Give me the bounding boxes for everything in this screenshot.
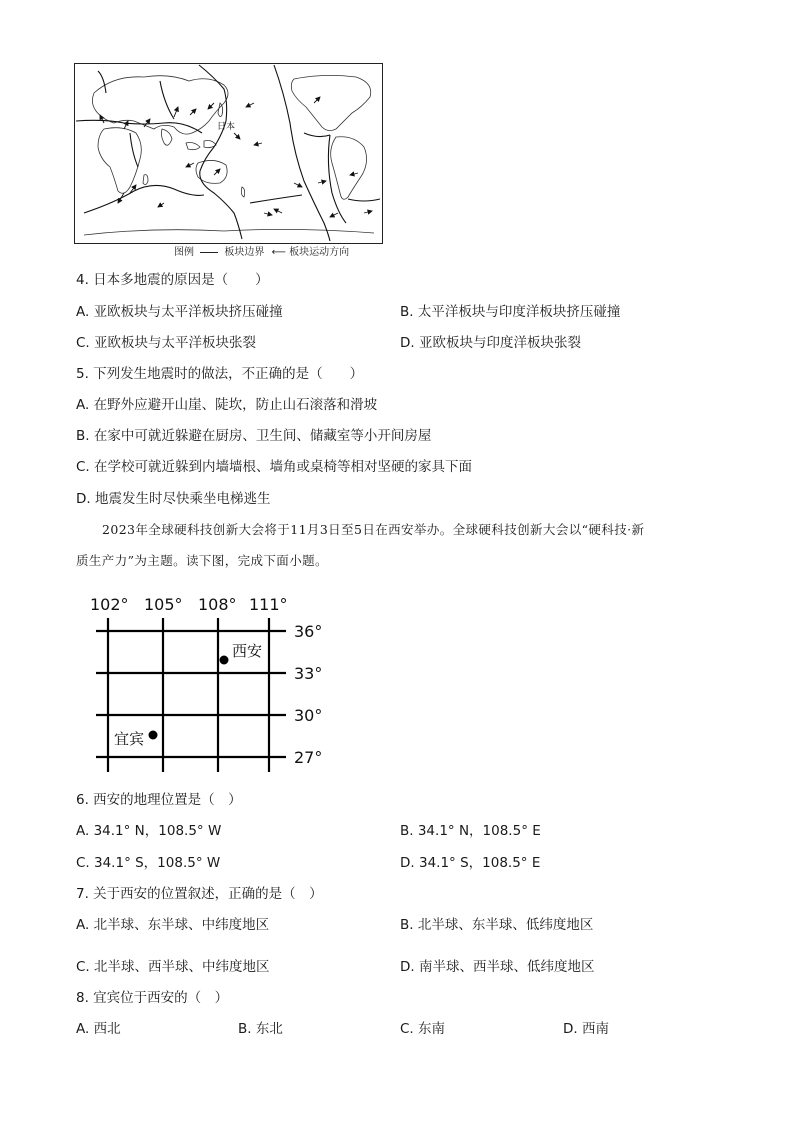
q7-option-c[interactable]: C. 北半球、西半球、中纬度地区 xyxy=(76,959,270,975)
q7-option-d[interactable]: D. 南半球、西半球、低纬度地区 xyxy=(400,959,595,975)
q6-option-a[interactable]: A. 34.1° N，108.5° W xyxy=(76,823,222,839)
q5-option-c[interactable]: C. 在学校可就近躲到内墙墙根、墙角或桌椅等相对坚硬的家具下面 xyxy=(76,459,473,475)
q4-option-c[interactable]: C. 亚欧板块与太平洋板块张裂 xyxy=(76,335,257,351)
latitude-label-30: 30° xyxy=(294,706,323,725)
q8-option-d[interactable]: D. 西南 xyxy=(563,1021,609,1037)
q7-stem: 7. 关于西安的位置叙述，正确的是（ ） xyxy=(76,886,323,902)
q5-option-d[interactable]: D. 地震发生时尽快乘坐电梯逃生 xyxy=(76,491,271,507)
yibin-dot xyxy=(149,731,158,740)
q5-option-a[interactable]: A. 在野外应避开山崖、陡坎，防止山石滚落和滑坡 xyxy=(76,397,378,413)
q6-option-d[interactable]: D. 34.1° S，108.5° E xyxy=(400,855,541,871)
latitude-label-27: 27° xyxy=(294,748,323,767)
latlong-grid xyxy=(86,590,336,775)
xian-label: 西安 xyxy=(232,642,263,660)
q8-option-a[interactable]: A. 西北 xyxy=(76,1021,121,1037)
yibin-label: 宜宾 xyxy=(114,730,145,748)
plate-map xyxy=(74,63,384,245)
q5-option-b[interactable]: B. 在家中可就近躲避在厨房、卫生间、储藏室等小开间房屋 xyxy=(76,428,432,444)
q4-stem: 4. 日本多地震的原因是（ ） xyxy=(76,272,269,288)
longitude-label-105: 105° xyxy=(144,595,183,614)
xian-dot xyxy=(220,656,229,665)
q7-option-b[interactable]: B. 北半球、东半球、低纬度地区 xyxy=(400,917,594,933)
longitude-label-102: 102° xyxy=(90,595,129,614)
q4-option-d[interactable]: D. 亚欧板块与印度洋板块张裂 xyxy=(400,335,581,351)
q6-stem: 6. 西安的地理位置是（ ） xyxy=(76,792,242,808)
q6-option-b[interactable]: B. 34.1° N，108.5° E xyxy=(400,823,541,839)
legend-prefix: 图例 xyxy=(174,247,194,258)
latitude-label-33: 33° xyxy=(294,664,323,683)
plate-map-figure xyxy=(74,63,384,245)
intro-line-2: 质生产力”为主题。读下图，完成下面小题。 xyxy=(76,553,328,568)
q5-stem: 5. 下列发生地震时的做法，不正确的是（ ） xyxy=(76,366,364,382)
latlong-grid-figure xyxy=(86,590,336,775)
map-legend xyxy=(174,247,349,259)
q7-option-a[interactable]: A. 北半球、东半球、中纬度地区 xyxy=(76,917,270,933)
intro-line-1: 2023年全球硬科技创新大会将于11月3日至5日在西安举办。全球硬科技创新大会以“硬科技·新 xyxy=(102,522,645,537)
q8-stem: 8. 宜宾位于西安的（ ） xyxy=(76,990,229,1006)
latitude-label-36: 36° xyxy=(294,622,323,641)
boundary-line-symbol xyxy=(200,252,218,253)
q6-option-c[interactable]: C. 34.1° S，108.5° W xyxy=(76,855,221,871)
arrow-left-icon: ⟵ xyxy=(271,247,286,258)
q4-option-b[interactable]: B. 太平洋板块与印度洋板块挤压碰撞 xyxy=(400,304,621,320)
q8-option-c[interactable]: C. 东南 xyxy=(400,1021,446,1037)
legend-motion-label: 板块运动方向 xyxy=(289,247,350,258)
longitude-label-108: 108° xyxy=(198,595,237,614)
q4-option-a[interactable]: A. 亚欧板块与太平洋板块挤压碰撞 xyxy=(76,304,283,320)
q8-option-b[interactable]: B. 东北 xyxy=(238,1021,283,1037)
legend-boundary-label: 板块边界 xyxy=(224,247,265,258)
japan-label: 日本 xyxy=(217,122,236,132)
longitude-label-111: 111° xyxy=(249,595,288,614)
